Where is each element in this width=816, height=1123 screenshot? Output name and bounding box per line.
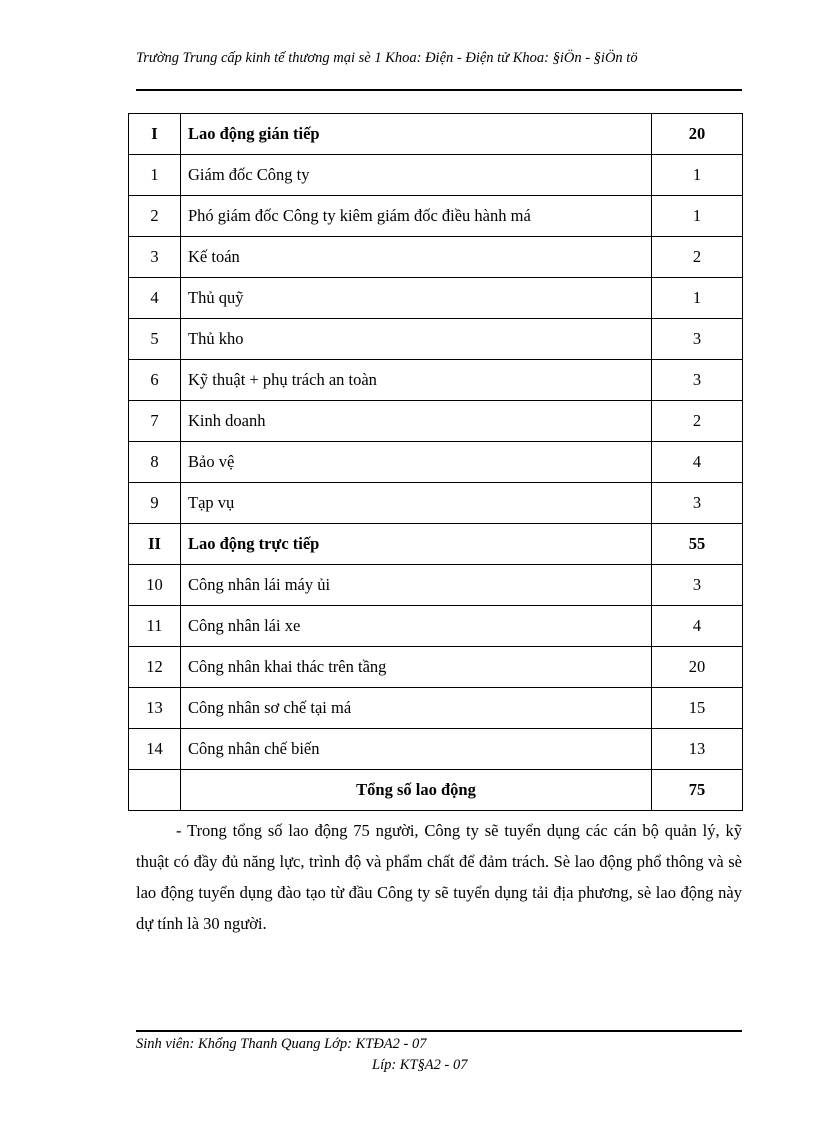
footer-divider (136, 1030, 742, 1032)
table-row (129, 237, 743, 278)
footer-class-line: Líp: KT§A2 - 07 (372, 1057, 468, 1073)
table-row (129, 729, 743, 770)
row-quantity-cell: 4 (652, 442, 743, 483)
row-number-cell (129, 770, 181, 811)
body-paragraph: - Trong tổng số lao động 75 người, Công ty sẽ tuyển dụng các cán bộ quản lý, kỹ thuật có đầy đủ năng lực, trình độ và phẩm chất để đảm trách. Sè lao động phổ thông và sè lao động tuyển dụng đào tạo từ đầu Công ty sẽ tuyển dụng tải địa phương, sè lao động này dự tính là 30 người. (136, 821, 742, 933)
header-divider (136, 89, 742, 91)
row-quantity-cell: 4 (652, 606, 743, 647)
row-name-cell: Công nhân chế biến (181, 729, 652, 770)
row-name-cell: Công nhân lái máy ủi (181, 565, 652, 606)
row-name-cell: Tạp vụ (181, 483, 652, 524)
page-header: Trường Trung cấp kinh tế thương mại sè 1 Khoa: Điện - Điện tử Khoa: §iÖn - §iÖn tö (136, 50, 638, 66)
table-row (129, 565, 743, 606)
row-name-cell: Kế toán (181, 237, 652, 278)
table-row (129, 360, 743, 401)
row-quantity-cell: 3 (652, 565, 743, 606)
row-number-cell: 13 (129, 688, 181, 729)
row-quantity-cell: 15 (652, 688, 743, 729)
row-number-cell: 7 (129, 401, 181, 442)
table-section-row (129, 114, 743, 155)
row-quantity-cell: 55 (652, 524, 743, 565)
row-name-cell: Kỹ thuật + phụ trách an toàn (181, 360, 652, 401)
row-quantity-cell: 3 (652, 319, 743, 360)
row-number-cell: 4 (129, 278, 181, 319)
table-row (129, 606, 743, 647)
row-name-cell: Bảo vệ (181, 442, 652, 483)
table-section-row (129, 524, 743, 565)
row-name-cell: Thủ quỹ (181, 278, 652, 319)
row-number-cell: 10 (129, 565, 181, 606)
labor-table-body (129, 114, 743, 811)
row-quantity-cell: 2 (652, 237, 743, 278)
row-number-cell: 11 (129, 606, 181, 647)
row-quantity-cell: 1 (652, 155, 743, 196)
row-name-cell: Lao động gián tiếp (181, 114, 652, 155)
row-quantity-cell: 75 (652, 770, 743, 811)
labor-table (128, 113, 743, 811)
table-row (129, 688, 743, 729)
row-name-cell: Phó giám đốc Công ty kiêm giám đốc điều hành má (181, 196, 652, 237)
row-number-cell: II (129, 524, 181, 565)
table-row (129, 442, 743, 483)
row-number-cell: 3 (129, 237, 181, 278)
table-row (129, 647, 743, 688)
row-number-cell: I (129, 114, 181, 155)
table-row (129, 401, 743, 442)
row-name-cell: Tổng số lao động (181, 770, 652, 811)
row-name-cell: Kinh doanh (181, 401, 652, 442)
row-name-cell: Giám đốc Công ty (181, 155, 652, 196)
row-quantity-cell: 3 (652, 360, 743, 401)
row-quantity-cell: 20 (652, 114, 743, 155)
row-quantity-cell: 13 (652, 729, 743, 770)
row-quantity-cell: 1 (652, 278, 743, 319)
row-quantity-cell: 20 (652, 647, 743, 688)
table-row (129, 483, 743, 524)
row-name-cell: Công nhân khai thác trên tầng (181, 647, 652, 688)
row-number-cell: 9 (129, 483, 181, 524)
row-name-cell: Lao động trực tiếp (181, 524, 652, 565)
row-quantity-cell: 1 (652, 196, 743, 237)
row-name-cell: Công nhân lái xe (181, 606, 652, 647)
row-quantity-cell: 2 (652, 401, 743, 442)
table-total-row (129, 770, 743, 811)
row-number-cell: 14 (129, 729, 181, 770)
table-row (129, 155, 743, 196)
row-number-cell: 8 (129, 442, 181, 483)
footer-student-line: Sinh viên: Khổng Thanh Quang Lớp: KTĐA2 - 07 (136, 1036, 427, 1052)
row-name-cell: Thủ kho (181, 319, 652, 360)
row-quantity-cell: 3 (652, 483, 743, 524)
row-number-cell: 6 (129, 360, 181, 401)
row-name-cell: Công nhân sơ chế tại má (181, 688, 652, 729)
row-number-cell: 12 (129, 647, 181, 688)
row-number-cell: 5 (129, 319, 181, 360)
table-row (129, 278, 743, 319)
row-number-cell: 2 (129, 196, 181, 237)
row-number-cell: 1 (129, 155, 181, 196)
table-row (129, 319, 743, 360)
table-row (129, 196, 743, 237)
